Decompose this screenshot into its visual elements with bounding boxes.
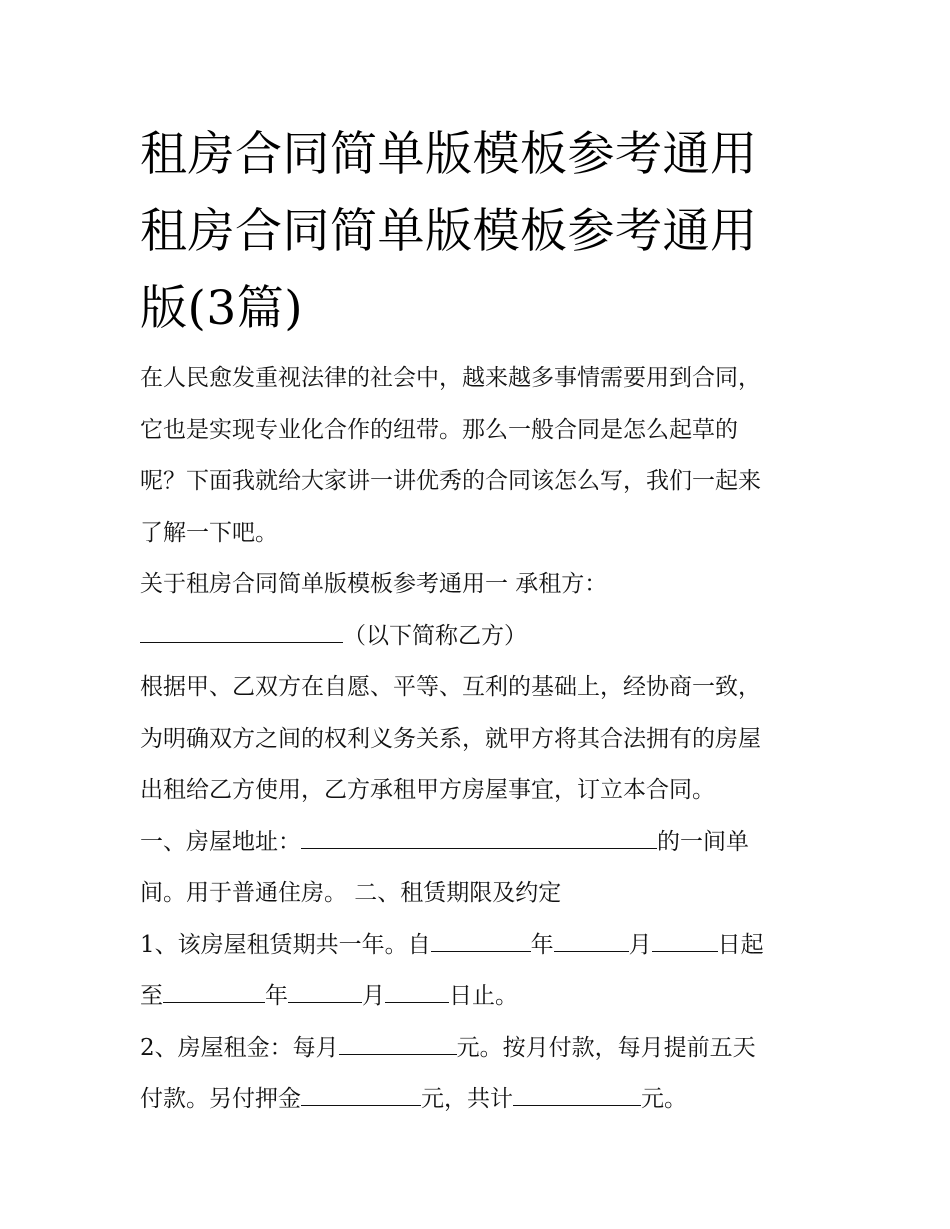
term-end-day-blank — [385, 982, 449, 1003]
year-label-2: 年 — [265, 983, 288, 1009]
total-label: 元，共计 — [421, 1086, 513, 1112]
section-heading-line: 关于租房合同简单版模板参考通用一 承租方： — [140, 571, 608, 597]
day-end-label: 日止。 — [449, 983, 518, 1009]
term-end-year-blank — [163, 982, 265, 1003]
rent-line-1 — [140, 1023, 830, 1075]
title-line-1: 租房合同简单版模板参考通用 — [140, 127, 758, 182]
address-line — [140, 817, 830, 869]
usage-line: 间。用于普通住房。 二、租赁期限及约定 — [140, 880, 562, 906]
tenant-blank — [140, 622, 343, 643]
deposit-blank — [301, 1085, 421, 1106]
rent-blank — [339, 1034, 457, 1055]
address-suffix: 的一间单 — [657, 828, 749, 855]
document-body — [140, 353, 830, 1126]
document-title — [140, 116, 820, 347]
intro-line-3: 呢？下面我就给大家讲一讲优秀的合同该怎么写，我们一起来 — [140, 468, 761, 494]
term-start-day-blank — [652, 931, 718, 952]
total-blank — [513, 1085, 641, 1106]
total-suffix: 元。 — [641, 1086, 687, 1112]
day-start-label: 日起 — [717, 931, 764, 958]
year-label: 年 — [530, 931, 554, 958]
rent-line-2 — [140, 1074, 830, 1126]
term-start-month-blank — [554, 931, 629, 952]
basis-line-3: 出租给乙方使用，乙方承租甲方房屋事宜，订立本合同。 — [140, 777, 715, 803]
rent-suffix: 元。按月付款，每月提前五天 — [456, 1034, 756, 1061]
intro-line-2: 它也是实现专业化合作的纽带。那么一般合同是怎么起草的 — [140, 416, 738, 443]
term-line-2 — [140, 971, 830, 1023]
intro-line-1: 在人民愈发重视法律的社会中，越来越多事情需要用到合同， — [140, 365, 761, 391]
term-end-label: 至 — [140, 983, 163, 1009]
term-line-1 — [140, 920, 830, 972]
deposit-label: 付款。另付押金 — [140, 1086, 301, 1112]
tenant-suffix: （以下简称乙方） — [343, 622, 527, 649]
title-line-3: 版(3篇) — [140, 281, 304, 336]
title-line-2: 租房合同简单版模板参考通用 — [140, 204, 758, 259]
address-blank — [301, 828, 657, 849]
tenant-line — [140, 611, 830, 663]
basis-line-1: 根据甲、乙双方在自愿、平等、互利的基础上，经协商一致， — [140, 674, 761, 700]
term-end-month-blank — [288, 982, 362, 1003]
month-label-2: 月 — [362, 983, 385, 1009]
rent-label: 2、房屋租金：每月 — [140, 1034, 339, 1061]
intro-line-4: 了解一下吧。 — [140, 519, 278, 546]
address-label: 一、房屋地址： — [140, 828, 301, 855]
term-start-year-blank — [431, 931, 531, 952]
month-label: 月 — [628, 931, 652, 958]
basis-line-2: 为明确双方之间的权利义务关系，就甲方将其合法拥有的房屋 — [140, 725, 761, 752]
term-start-label: 1、该房屋租赁期共一年。自 — [140, 931, 431, 958]
